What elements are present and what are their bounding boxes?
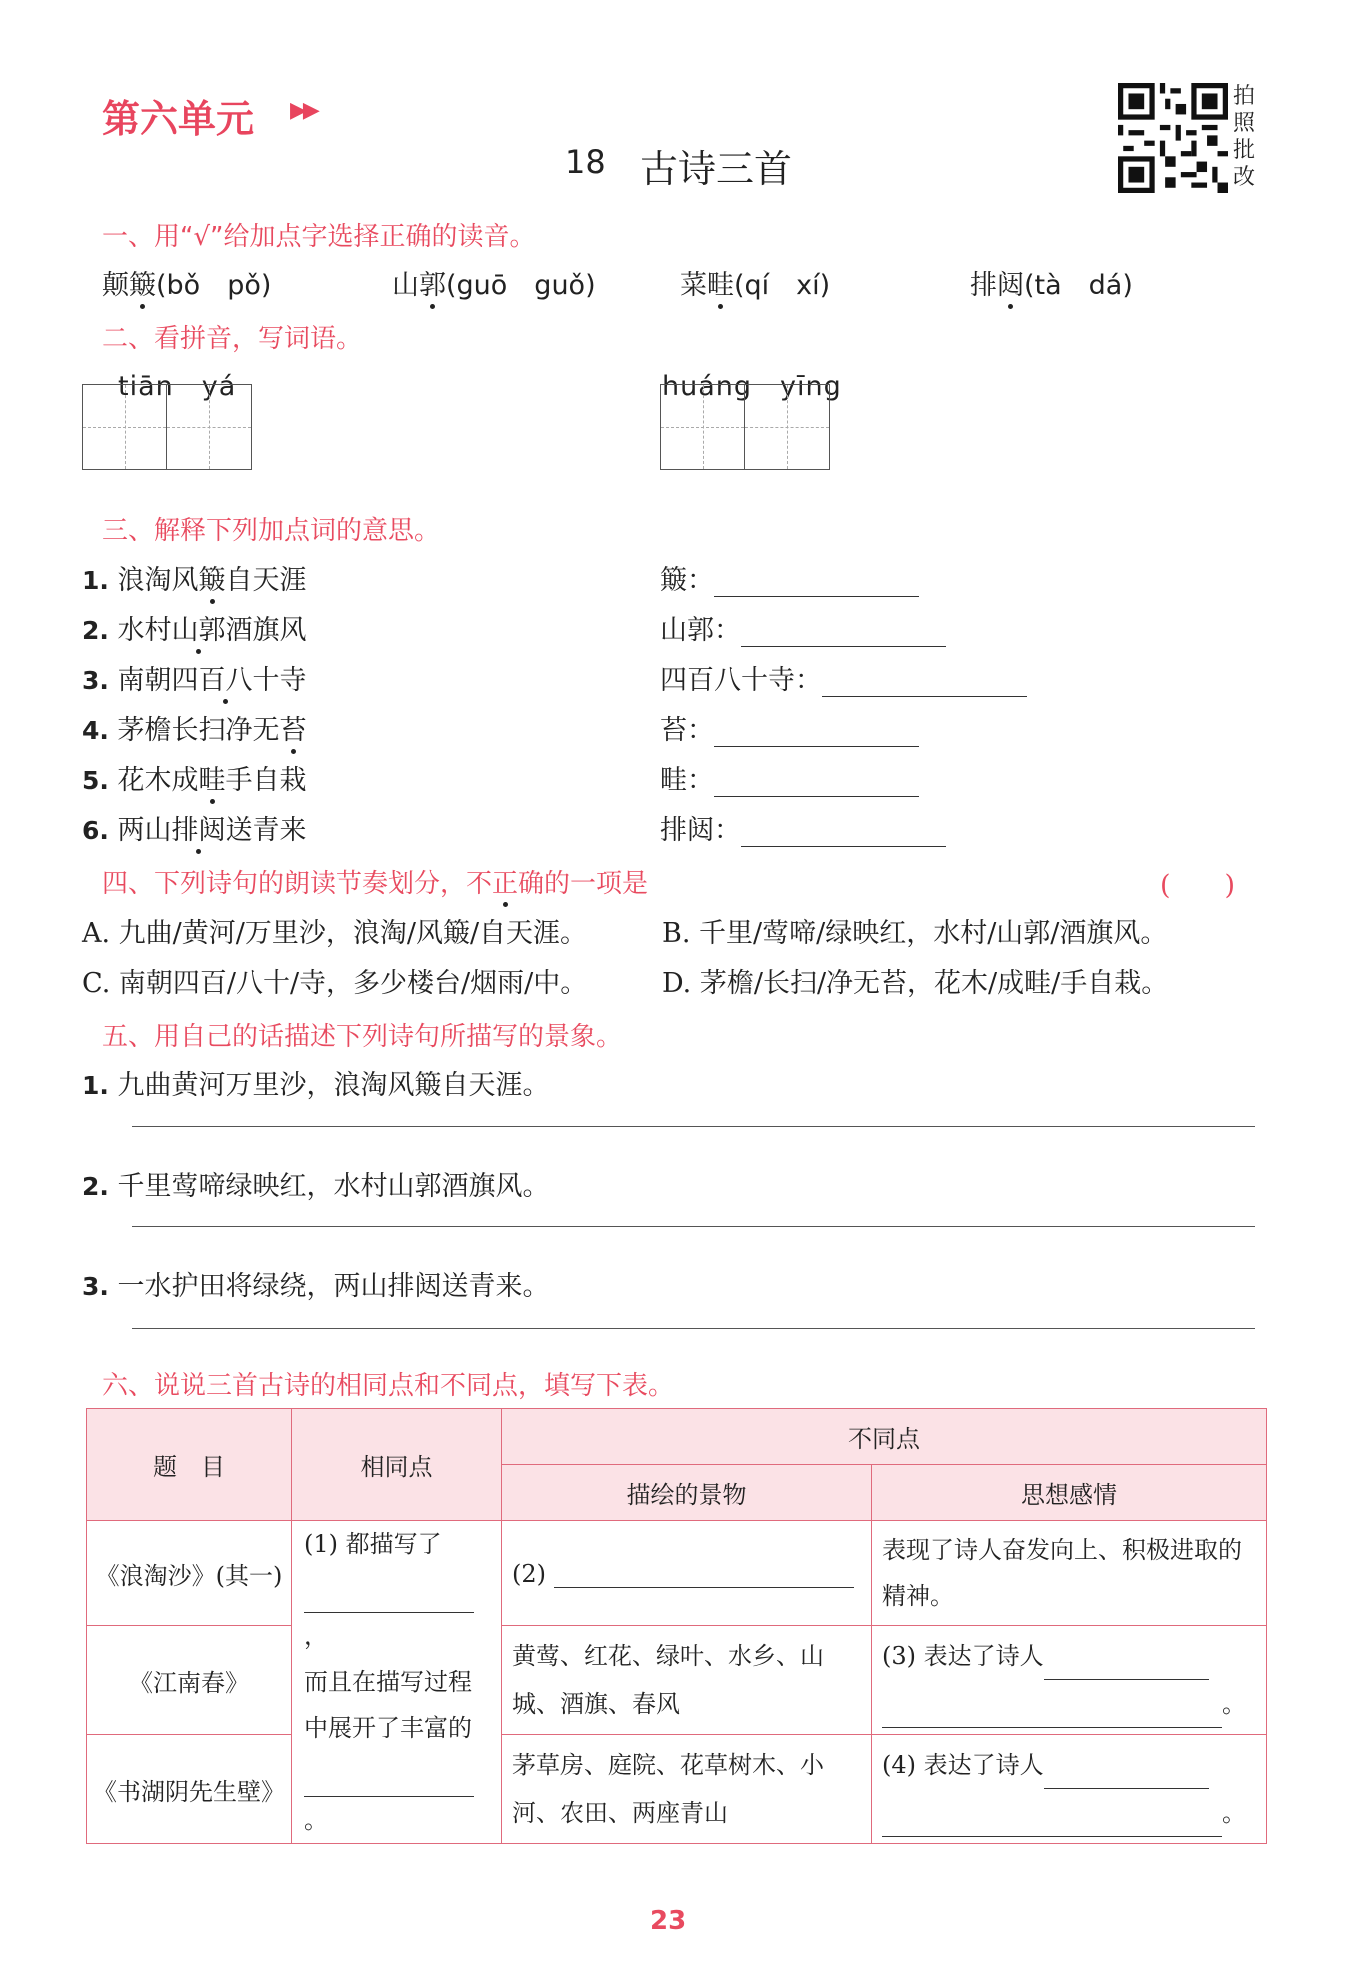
q3-answer[interactable]: 畦： bbox=[660, 758, 919, 797]
grid-cell[interactable] bbox=[83, 385, 167, 469]
q1-item: 山郭(guō guǒ) bbox=[392, 263, 596, 302]
q3-answer[interactable]: 簸： bbox=[660, 558, 919, 597]
pinyin-label: huáng yīng bbox=[662, 371, 842, 402]
lesson-number: 18 bbox=[565, 143, 606, 181]
writing-grid[interactable] bbox=[660, 384, 830, 470]
option-d: D. 茅檐/长扫/净无苔，花木/成畦/手自栽。 bbox=[662, 968, 1169, 999]
row-title: 《书湖阴先生壁》 bbox=[87, 1735, 292, 1844]
grid-cell[interactable] bbox=[661, 385, 745, 469]
header-diff: 不同点 bbox=[502, 1409, 1267, 1465]
q3-line: 3. 南朝四百八十寺 bbox=[82, 658, 307, 697]
row-title: 《浪淘沙》(其一) bbox=[87, 1521, 292, 1626]
q5-line: 2. 千里莺啼绿映红，水村山郭酒旗风。 bbox=[82, 1171, 550, 1202]
scan-correct-label: 拍照批改 bbox=[1233, 84, 1256, 190]
comparison-table bbox=[86, 1408, 1267, 1844]
q1-item: 颠簸(bǒ pǒ) bbox=[102, 263, 271, 302]
q1-heading: 一、用“√”给加点字选择正确的读音。 bbox=[102, 222, 536, 252]
arrow-icon: ▶▶ bbox=[290, 98, 316, 123]
header-scene: 描绘的景物 bbox=[502, 1465, 872, 1521]
header-title: 题 目 bbox=[87, 1409, 292, 1521]
same-cell: (1) 都描写了 ， 而且在描写过程中展开了丰富的 。 bbox=[292, 1521, 502, 1844]
answer-parentheses[interactable]: ( ) bbox=[1160, 870, 1236, 901]
lesson-title: 古诗三首 bbox=[640, 147, 793, 191]
option-c: C. 南朝四百/八十/寺，多少楼台/烟雨/中。 bbox=[82, 968, 588, 999]
answer-line[interactable] bbox=[132, 1126, 1255, 1127]
q1-item: 排闼(tà dá) bbox=[970, 263, 1133, 302]
scene-cell: 黄莺、红花、绿叶、水乡、山城、酒旗、春风 bbox=[502, 1626, 872, 1735]
q3-line: 5. 花木成畦手自栽 bbox=[82, 758, 307, 797]
worksheet-page bbox=[20, 18, 1330, 1953]
scene-cell: 茅草房、庭院、花草树木、小河、农田、两座青山 bbox=[502, 1735, 872, 1844]
q3-answer[interactable]: 山郭： bbox=[660, 608, 946, 647]
option-b: B. 千里/莺啼/绿映红，水村/山郭/酒旗风。 bbox=[662, 918, 1168, 949]
pinyin-label: tiān yá bbox=[118, 371, 237, 402]
q5-line: 1. 九曲黄河万里沙，浪淘风簸自天涯。 bbox=[82, 1070, 550, 1101]
qr-code-icon[interactable] bbox=[1118, 83, 1228, 193]
q5-heading: 五、用自己的话描述下列诗句所描写的景象。 bbox=[102, 1022, 623, 1052]
option-a: A. 九曲/黄河/万里沙，浪淘/风簸/自天涯。 bbox=[82, 918, 588, 949]
scene-cell[interactable]: (2) bbox=[502, 1521, 872, 1626]
feeling-cell[interactable]: (4) 表达了诗人 。 bbox=[872, 1735, 1267, 1844]
feeling-cell[interactable]: (3) 表达了诗人 。 bbox=[872, 1626, 1267, 1735]
answer-line[interactable] bbox=[132, 1328, 1255, 1329]
feeling-cell: 表现了诗人奋发向上、积极进取的精神。 bbox=[872, 1521, 1267, 1626]
q3-answer[interactable]: 四百八十寺： bbox=[660, 658, 1027, 697]
writing-grid[interactable] bbox=[82, 384, 252, 470]
answer-blank[interactable]: ， bbox=[304, 1567, 489, 1659]
q5-line: 3. 一水护田将绿绕，两山排闼送青来。 bbox=[82, 1271, 550, 1302]
q3-answer[interactable]: 排闼： bbox=[660, 808, 946, 847]
header-feeling: 思想感情 bbox=[872, 1465, 1267, 1521]
q3-line: 1. 浪淘风簸自天涯 bbox=[82, 558, 307, 597]
answer-blank[interactable]: 。 bbox=[304, 1751, 489, 1843]
page-number: 23 bbox=[650, 1906, 687, 1936]
answer-line[interactable] bbox=[132, 1226, 1255, 1227]
q2-heading: 二、看拼音，写词语。 bbox=[102, 324, 363, 354]
grid-cell[interactable] bbox=[745, 385, 829, 469]
row-title: 《江南春》 bbox=[87, 1626, 292, 1735]
q1-item: 菜畦(qí xí) bbox=[680, 263, 830, 302]
q3-answer[interactable]: 苔： bbox=[660, 708, 919, 747]
unit-title: 第六单元 bbox=[102, 97, 255, 141]
q3-line: 6. 两山排闼送青来 bbox=[82, 808, 307, 847]
header-same: 相同点 bbox=[292, 1409, 502, 1521]
q3-line: 2. 水村山郭酒旗风 bbox=[82, 608, 307, 647]
q6-heading: 六、说说三首古诗的相同点和不同点，填写下表。 bbox=[102, 1371, 675, 1401]
q4-heading: 四、下列诗句的朗读节奏划分，不正确的一项是 bbox=[102, 863, 648, 900]
grid-cell[interactable] bbox=[167, 385, 251, 469]
q3-line: 4. 茅檐长扫净无苔 bbox=[82, 708, 307, 747]
q3-heading: 三、解释下列加点词的意思。 bbox=[102, 516, 441, 546]
